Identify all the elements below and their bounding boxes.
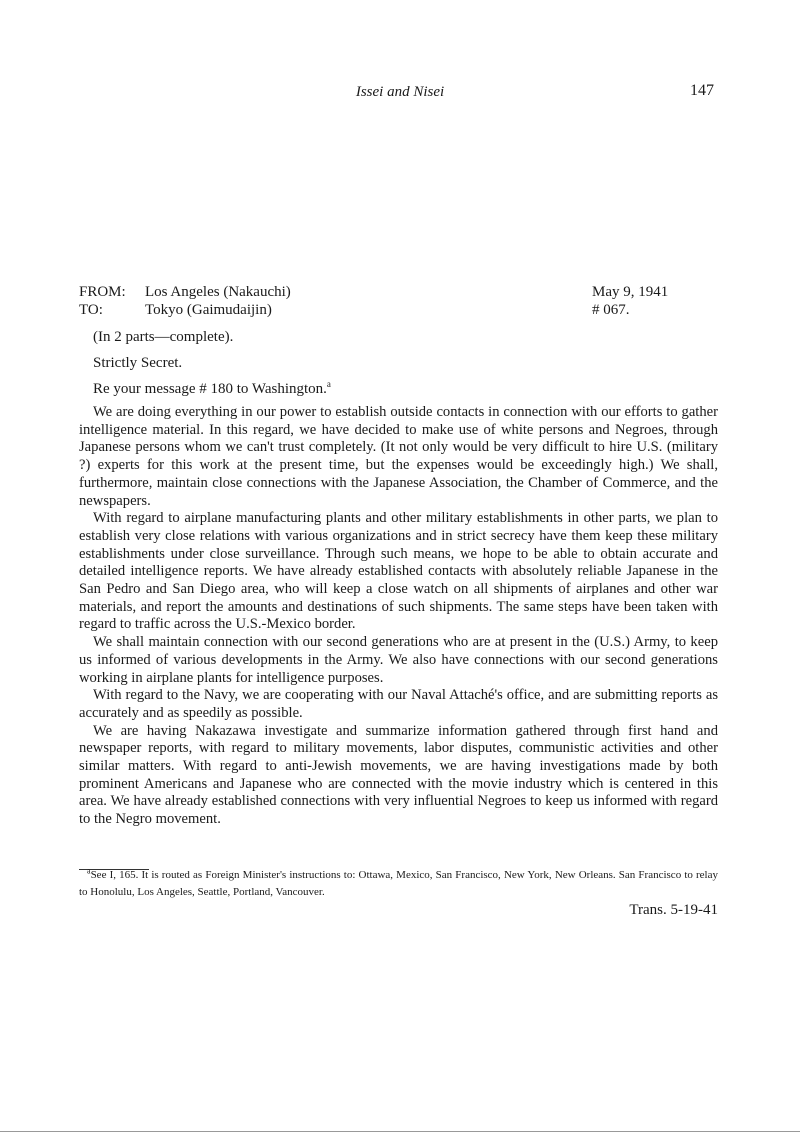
- translation-date: Trans. 5-19-41: [629, 902, 718, 918]
- footnote-text: See I, 165. It is routed as Foreign Minister's instructions to: Ottawa, Mexico, San Francisco, New York, New Orleans. San Francisco to relay to Honolulu, Los Angeles, Seattle, Portland, Vancouver.: [79, 869, 718, 898]
- footnote-mark: a: [87, 866, 91, 876]
- page-number: 147: [690, 82, 714, 99]
- message-header: [79, 283, 719, 319]
- message-body: [79, 404, 718, 829]
- reference-text: Re your message # 180 to Washington.: [93, 381, 327, 397]
- from-label: FROM:: [79, 284, 126, 300]
- classification: Strictly Secret.: [93, 355, 183, 371]
- reference-footnote-mark: a: [326, 379, 331, 389]
- reference-line: [93, 381, 713, 398]
- message-date: May 9, 1941: [592, 284, 669, 300]
- body-paragraph: We are having Nakazawa investigate and summarize information gathered through first hand and newspaper reports, with regard to military movements, labor disputes, communistic activities and other similar matters. With regard to anti-Jewish movements, we are having investigations made by both prominent Americans and Japanese who are connected with the movie industry which is centered in this area. We have already established connections with very influential Negroes to keep us informed with regard to the Negro movement.: [79, 722, 718, 828]
- body-paragraph: With regard to airplane manufacturing plants and other military establishments in other parts, we plan to establish very close relations with various organizations and in strict secrecy have them keep these military establishments under close surveillance. Through such means, we hope to be able to obtain accurate and detailed intelligence reports. We have already established contacts with absolutely reliable Japanese in the San Pedro and San Diego area, who will keep a close watch on all shipments of airplanes and other war materials, and report the amounts and destinations of such shipments. The same steps have been taken with regard to traffic across the U.S.-Mexico border.: [79, 510, 718, 633]
- from-value: Los Angeles (Nakauchi): [145, 284, 291, 300]
- running-head: [0, 82, 800, 104]
- body-paragraph: We shall maintain connection with our second generations who are at present in the (U.S.) Army, to keep us informed of various developments in the Army. We also have connections with our second generations working in airplane plants for intelligence purposes.: [79, 634, 718, 686]
- from-row: [79, 283, 719, 301]
- to-row: [79, 301, 719, 319]
- footnote: [79, 867, 718, 901]
- to-value: Tokyo (Gaimudaijin): [145, 302, 272, 318]
- parts-note: (In 2 parts—complete).: [93, 329, 234, 345]
- message-number: # 067.: [592, 302, 630, 318]
- body-paragraph: We are doing everything in our power to establish outside contacts in connection with our efforts to gather intelligence material. In this regard, we have decided to make use of white persons and Negroes, through Japanese persons whom we can't trust completely. (It not only would be very difficult to hire U.S. (military ?) experts for this work at the present time, but the expenses would be exceedingly high.) We shall, furthermore, maintain close connections with the Japanese Association, the Chamber of Commerce, and the newspapers.: [79, 404, 718, 509]
- running-title: Issei and Nisei: [355, 84, 445, 100]
- body-paragraph: With regard to the Navy, we are cooperating with our Naval Attaché's office, and are submitting reports as accurately and as speedily as possible.: [79, 687, 718, 721]
- page-bottom-edge: [0, 1131, 800, 1132]
- to-label: TO:: [79, 302, 103, 318]
